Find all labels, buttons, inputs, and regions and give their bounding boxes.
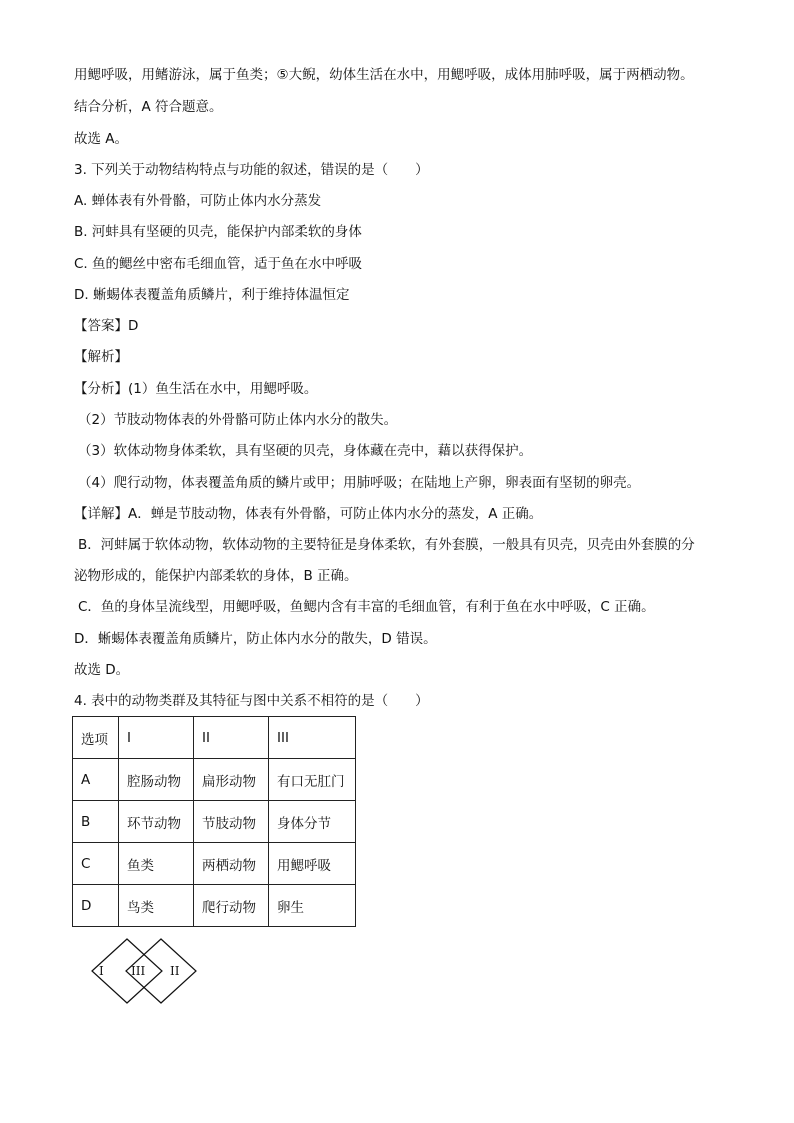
table-header-row bbox=[73, 717, 356, 759]
option-c: C. 鱼的鳃丝中密布毛细血管，适于鱼在水中呼吸 bbox=[74, 256, 363, 272]
table-row bbox=[73, 843, 356, 885]
relationship-diagram bbox=[90, 938, 200, 1008]
option-d: D. 蜥蜴体表覆盖角质鳞片，利于维持体温恒定 bbox=[74, 287, 350, 303]
analysis-line: （4）爬行动物，体表覆盖角质的鳞片或甲；用肺呼吸；在陆地上产卵，卵表面有坚韧的卵壳。 bbox=[78, 475, 641, 491]
table-cell: 身体分节 bbox=[269, 801, 356, 843]
detail-line: 【详解】A．蝉是节肢动物，体表有外骨骼，可防止体内水分的蒸发，A 正确。 bbox=[74, 506, 543, 522]
option-b: B. 河蚌具有坚硬的贝壳，能保护内部柔软的身体 bbox=[74, 224, 362, 240]
options-table bbox=[72, 716, 356, 927]
diagram-label-ii: II bbox=[170, 964, 180, 978]
text-line: 用鳃呼吸，用鳍游泳，属于鱼类；⑤大鲵，幼体生活在水中，用鳃呼吸，成体用肺呼吸，属于两栖动物。 bbox=[74, 67, 694, 83]
table-cell: 腔肠动物 bbox=[119, 759, 194, 801]
diagram-label-i: I bbox=[99, 964, 104, 978]
detail-line: 泌物形成的，能保护内部柔软的身体，B 正确。 bbox=[74, 568, 358, 584]
table-cell: 节肢动物 bbox=[194, 801, 269, 843]
table-cell: C bbox=[73, 843, 119, 885]
table-cell: II bbox=[194, 717, 269, 759]
table-cell: 卵生 bbox=[269, 885, 356, 927]
analysis-line: （2）节肢动物体表的外骨骼可防止体内水分的散失。 bbox=[78, 412, 398, 428]
table-cell: 爬行动物 bbox=[194, 885, 269, 927]
table-cell: I bbox=[119, 717, 194, 759]
table-row bbox=[73, 801, 356, 843]
text-line: 故选 A。 bbox=[74, 131, 129, 147]
question-3: 3. 下列关于动物结构特点与功能的叙述，错误的是（ ） bbox=[74, 162, 429, 178]
table-cell: 选项 bbox=[73, 717, 119, 759]
table-cell: 用鳃呼吸 bbox=[269, 843, 356, 885]
detail-line: 故选 D。 bbox=[74, 662, 130, 678]
table-cell: 两栖动物 bbox=[194, 843, 269, 885]
text-line: 结合分析，A 符合题意。 bbox=[74, 99, 223, 115]
table-cell: III bbox=[269, 717, 356, 759]
analysis-line: （3）软体动物身体柔软，具有坚硬的贝壳，身体藏在壳中，藉以获得保护。 bbox=[78, 443, 533, 459]
table-cell: D bbox=[73, 885, 119, 927]
table-cell: 有口无肛门 bbox=[269, 759, 356, 801]
table-row bbox=[73, 885, 356, 927]
table-cell: A bbox=[73, 759, 119, 801]
table-cell: 鱼类 bbox=[119, 843, 194, 885]
table-cell: 扁形动物 bbox=[194, 759, 269, 801]
detail-line: D．蜥蜴体表覆盖角质鳞片，防止体内水分的散失，D 错误。 bbox=[74, 631, 437, 647]
detail-line: C．鱼的身体呈流线型，用鳃呼吸，鱼鳃内含有丰富的毛细血管，有利于鱼在水中呼吸，C 正确。 bbox=[78, 599, 655, 615]
table-cell: B bbox=[73, 801, 119, 843]
analysis-header: 【解析】 bbox=[74, 349, 128, 365]
question-4: 4. 表中的动物类群及其特征与图中关系不相符的是（ ） bbox=[74, 693, 429, 709]
table-cell: 环节动物 bbox=[119, 801, 194, 843]
answer-line: 【答案】D bbox=[74, 318, 139, 334]
analysis-line: 【分析】(1）鱼生活在水中，用鳃呼吸。 bbox=[74, 381, 318, 397]
table-row bbox=[73, 759, 356, 801]
diagram-label-iii: III bbox=[131, 964, 146, 978]
detail-line: B．河蚌属于软体动物，软体动物的主要特征是身体柔软，有外套膜，一般具有贝壳，贝壳由外套膜的分 bbox=[78, 537, 695, 553]
option-a: A. 蝉体表有外骨骼，可防止体内水分蒸发 bbox=[74, 193, 322, 209]
table-cell: 鸟类 bbox=[119, 885, 194, 927]
